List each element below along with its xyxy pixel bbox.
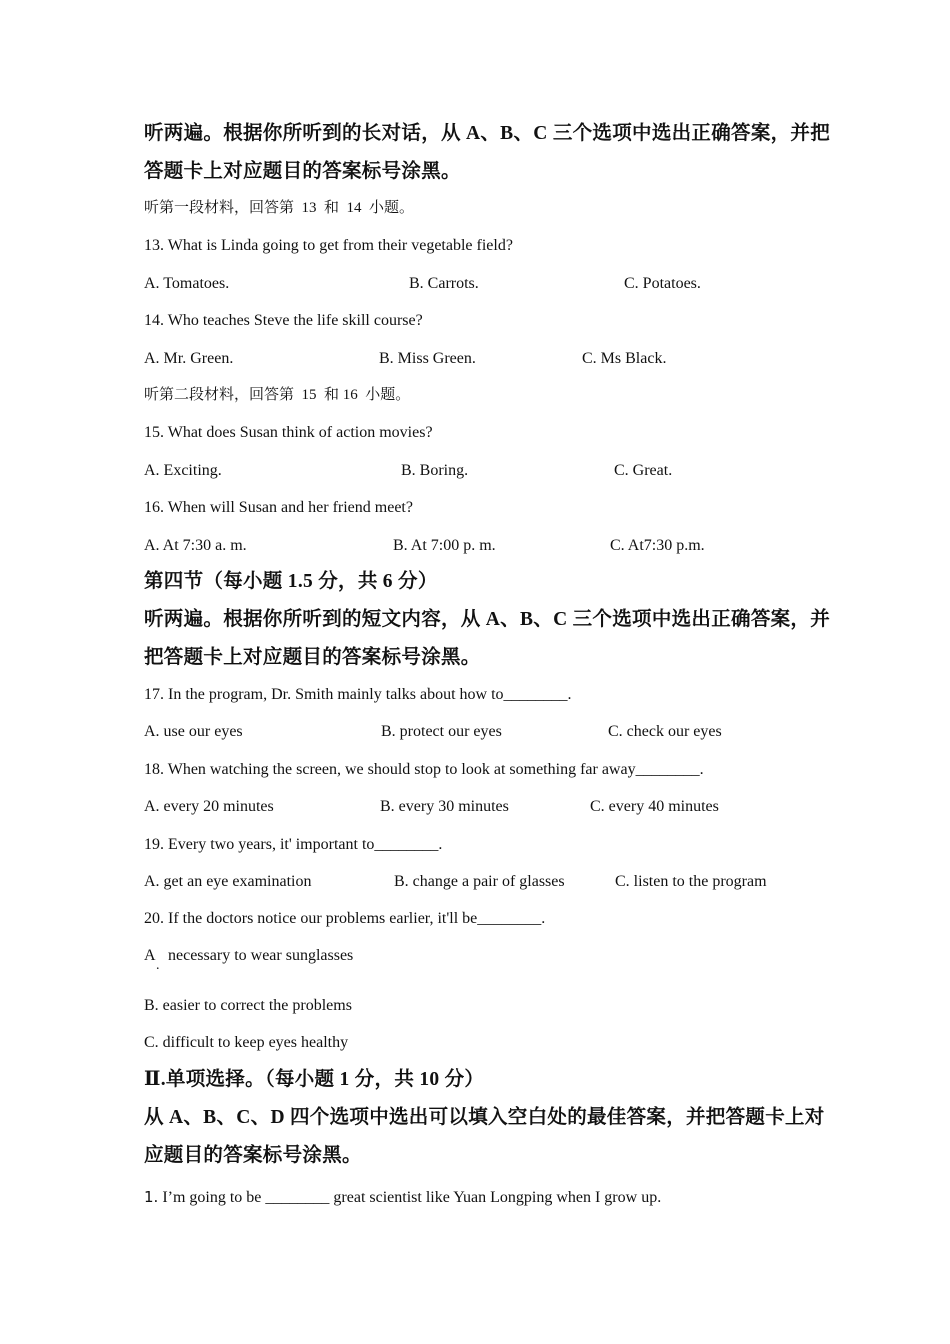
q18-option-b: B. every 30 minutes [380,798,509,815]
section3-instruction-line2: 答题卡上对应题目的答案标号涂黑。 [144,161,461,182]
question-17: 17. In the program, Dr. Smith mainly talks about how to________. [144,686,572,703]
q19-option-a: A. get an eye examination [144,873,312,890]
q20-option-c: C. difficult to keep eyes healthy [144,1034,349,1051]
q16-option-c: C. At7:30 p.m. [610,537,705,554]
part2-instruction-line1: 从 A、B、C、D 四个选项中选出可以填入空白处的最佳答案，并把答题卡上对 [144,1107,825,1128]
q16-option-a: A. At 7:30 a. m. [144,537,247,554]
question-13: 13. What is Linda going to get from their vegetable field? [144,237,513,254]
q20-option-b: B. easier to correct the problems [144,997,352,1014]
q16-option-b: B. At 7:00 p. m. [393,537,496,554]
question-16: 16. When will Susan and her friend meet? [144,499,413,516]
q18-option-c: C. every 40 minutes [590,798,719,815]
q18-option-a: A. every 20 minutes [144,798,274,815]
part2-heading: Ⅱ.单项选择。（每小题 1 分，共 10 分） [144,1069,485,1090]
q20-option-a-dot: . [156,958,160,973]
section4-instruction-line1: 听两遍。根据你所听到的短文内容，从 A、B、C 三个选项中选出正确答案，并 [144,609,831,630]
dialogue1-note: 听第一段材料，回答第 13 和 14 小题。 [144,200,415,216]
section4-instruction-line2: 把答题卡上对应题目的答案标号涂黑。 [144,647,481,668]
q13-option-a: A. Tomatoes. [144,275,230,292]
q13-option-c: C. Potatoes. [624,275,701,292]
part2-question-1 [144,1190,661,1206]
question-20: 20. If the doctors notice our problems earlier, it'll be________. [144,910,546,927]
q17-option-b: B. protect our eyes [381,723,502,740]
section4-heading: 第四节（每小题 1.5 分，共 6 分） [144,571,438,592]
q15-option-c: C. Great. [614,462,673,479]
dialogue2-note: 听第二段材料，回答第 15 和 16 小题。 [144,387,411,403]
q14-option-b: B. Miss Green. [379,350,476,367]
q15-option-b: B. Boring. [401,462,469,479]
section3-instruction-line1: 听两遍。根据你所听到的长对话，从 A、B、C 三个选项中选出正确答案，并把 [144,123,831,144]
question-18: 18. When watching the screen, we should stop to look at something far away________. [144,761,704,778]
part2-question-1-number: 1. [144,1188,159,1206]
q19-option-c: C. listen to the program [615,873,767,890]
part2-instruction-line2: 应题目的答案标号涂黑。 [144,1145,362,1166]
q13-option-b: B. Carrots. [409,275,479,292]
q20-option-a-letter: A [144,947,156,964]
q19-option-b: B. change a pair of glasses [394,873,565,890]
question-14: 14. Who teaches Steve the life skill course? [144,312,423,329]
q15-option-a: A. Exciting. [144,462,222,479]
q17-option-c: C. check our eyes [608,723,722,740]
q17-option-a: A. use our eyes [144,723,243,740]
question-19: 19. Every two years, it' important to________. [144,836,443,853]
question-15: 15. What does Susan think of action movies? [144,424,433,441]
part2-question-1-text: I’m going to be ________ great scientist like Yuan Longping when I grow up. [158,1189,662,1206]
q14-option-a: A. Mr. Green. [144,350,234,367]
q14-option-c: C. Ms Black. [582,350,667,367]
q20-option-a: necessary to wear sunglasses [168,947,354,964]
